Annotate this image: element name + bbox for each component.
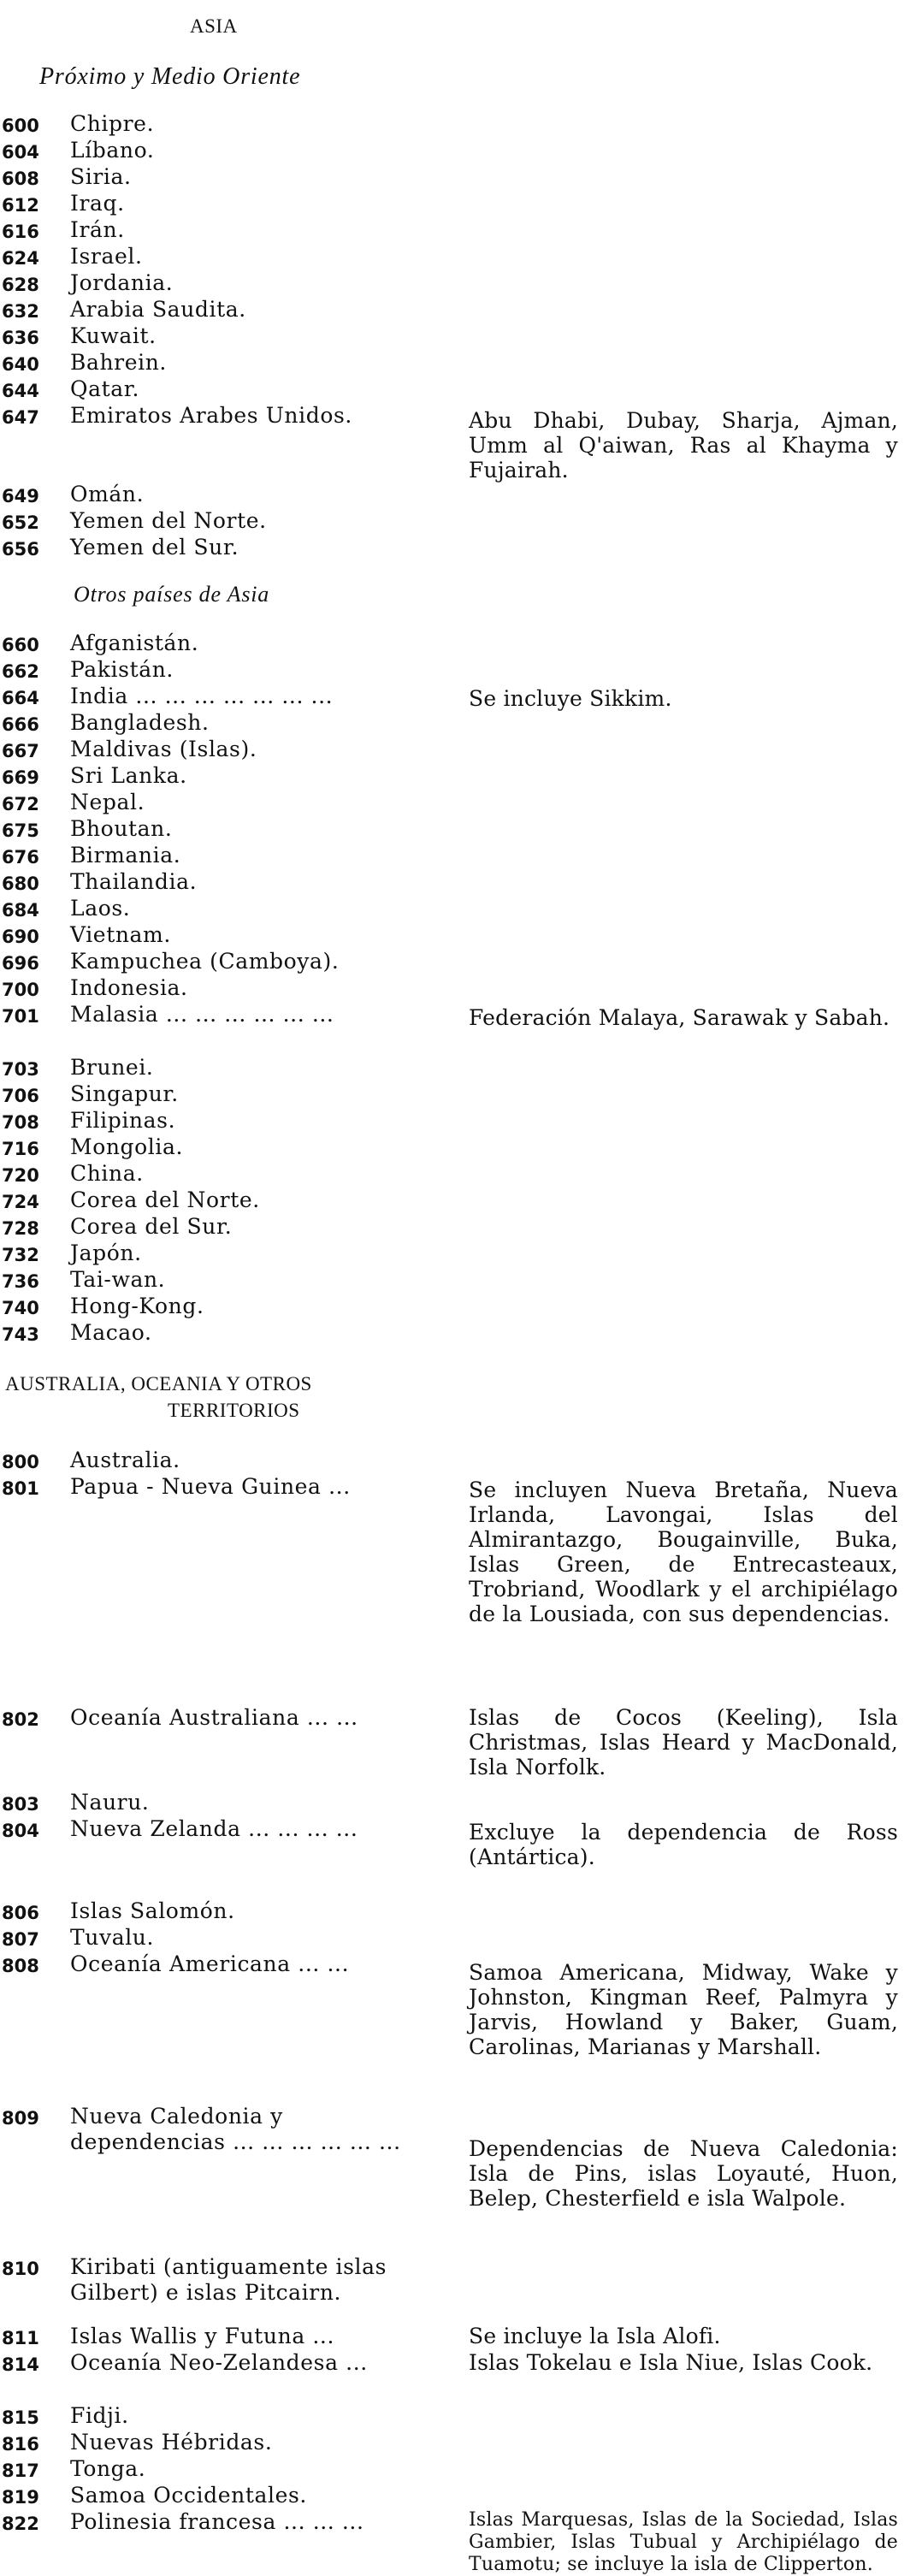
country-name: Nuevas Hébridas. (70, 2430, 273, 2455)
subsection-heading-proximo-oriente: Próximo y Medio Oriente (39, 63, 301, 90)
country-name: Birmania. (70, 843, 181, 868)
country-code: 817 (2, 2461, 39, 2481)
country-code: 720 (2, 1165, 39, 1186)
country-code: 636 (2, 328, 39, 348)
country-name: India ... ... ... ... ... ... ... (70, 684, 334, 708)
section-heading-australia-line2: TERRITORIOS (168, 1400, 300, 1421)
country-name: Pakistán. (70, 657, 174, 682)
country-code: 743 (2, 1324, 39, 1345)
country-code: 800 (2, 1452, 39, 1472)
country-code: 644 (2, 381, 39, 401)
country-code: 701 (2, 1006, 39, 1027)
country-name: Tai-wan. (70, 1267, 166, 1292)
country-code: 808 (2, 1956, 39, 1976)
country-name: Bhoutan. (70, 816, 173, 841)
country-name: Islas Wallis y Futuna ... (70, 2324, 335, 2348)
country-code: 608 (2, 169, 39, 189)
country-code: 724 (2, 1192, 39, 1212)
country-name: Maldivas (Islas). (70, 737, 257, 761)
country-name: Sri Lanka. (70, 763, 187, 788)
country-note: Se incluyen Nueva Bretaña, Nueva Irlanda, Lavongai, Islas del Almirantazgo, Bougainville, Buka, Islas Green, de Entrecasteaux, Trobriand, Woodlark y el archipiélago de la Lousiada, con sus dependencias. (469, 1477, 898, 1626)
country-name: Omán. (70, 482, 145, 506)
country-code: 706 (2, 1086, 39, 1106)
country-code: 649 (2, 486, 39, 506)
subsection-heading-otros-asia: Otros países de Asia (74, 582, 270, 607)
country-name: Filipinas. (70, 1108, 176, 1133)
country-name: Hong-Kong. (70, 1294, 204, 1318)
country-code: 815 (2, 2407, 39, 2428)
country-code: 809 (2, 2108, 39, 2129)
section-heading-asia: ASIA (190, 15, 238, 37)
country-code: 652 (2, 512, 39, 533)
country-code: 612 (2, 195, 39, 216)
country-note: Islas Marquesas, Islas de la Sociedad, Islas Gambier, Islas Tubual y Archipiélago de Tuamotu; se incluye la isla de Clipperton. (469, 2509, 898, 2575)
country-name: Papua - Nueva Guinea ... (70, 1474, 351, 1499)
country-name: Iraq. (70, 191, 125, 216)
country-code: 604 (2, 142, 39, 163)
country-name: Thailandia. (70, 869, 198, 894)
country-name: Kampuchea (Camboya). (70, 949, 340, 974)
country-name: Israel. (70, 244, 143, 269)
country-name: Afganistán. (70, 631, 199, 655)
country-name: Vietnam. (70, 922, 171, 947)
country-name: Singapur. (70, 1081, 179, 1106)
country-name: Corea del Norte. (70, 1187, 260, 1212)
country-name: Nueva Caledonia y dependencias ... ... ... ... ... ... (70, 2104, 401, 2154)
country-note: Federación Malaya, Sarawak y Sabah. (469, 1005, 890, 1030)
country-code: 675 (2, 820, 39, 841)
country-code: 628 (2, 275, 39, 295)
country-code: 803 (2, 1794, 39, 1815)
country-code: 662 (2, 661, 39, 682)
country-code: 703 (2, 1059, 39, 1080)
country-name: Mongolia. (70, 1134, 184, 1159)
country-code: 666 (2, 714, 39, 735)
country-name: Australia. (70, 1448, 180, 1472)
country-name: Bahrein. (70, 350, 167, 375)
country-code: 716 (2, 1139, 39, 1159)
country-name: Polinesia francesa ... ... ... (70, 2509, 364, 2534)
country-name: Corea del Sur. (70, 1214, 233, 1239)
country-name: Qatar. (70, 376, 140, 401)
country-name: Siria. (70, 164, 132, 189)
country-name: Brunei. (70, 1055, 154, 1080)
country-name: China. (70, 1161, 144, 1186)
country-name: Yemen del Sur. (70, 535, 239, 560)
country-note: Samoa Americana, Midway, Wake y Johnston, Kingman Reef, Palmyra y Jarvis, Howland y Baker, Guam, Carolinas, Marianas y Marshall. (469, 1960, 898, 2059)
country-name: Kuwait. (70, 323, 157, 348)
country-code: 728 (2, 1218, 39, 1239)
country-code: 740 (2, 1298, 39, 1318)
country-code: 647 (2, 407, 39, 428)
country-code: 680 (2, 873, 39, 894)
country-name: Jordania. (70, 270, 174, 295)
country-note: Se incluye Sikkim. (469, 686, 672, 711)
country-note: Excluye la dependencia de Ross (Antártica). (469, 1820, 898, 1869)
country-name: Emiratos Arabes Unidos. (70, 403, 352, 428)
country-code: 810 (2, 2259, 39, 2279)
country-code: 811 (2, 2328, 39, 2348)
country-name: Macao. (70, 1320, 152, 1345)
country-name: Yemen del Norte. (70, 508, 267, 533)
country-name: Japón. (70, 1241, 142, 1265)
country-note: Islas Tokelau e Isla Niue, Islas Cook. (469, 2350, 873, 2375)
country-code: 801 (2, 1478, 39, 1499)
country-code: 669 (2, 767, 39, 788)
country-name: Malasia ... ... ... ... ... ... (70, 1002, 334, 1027)
country-name: Tuvalu. (70, 1925, 155, 1950)
country-code: 822 (2, 2514, 39, 2534)
country-name: Arabia Saudita. (70, 297, 246, 322)
country-name: Líbano. (70, 138, 155, 163)
country-code: 736 (2, 1271, 39, 1292)
country-name: Tonga. (70, 2456, 146, 2481)
country-name: Nueva Zelanda ... ... ... ... (70, 1816, 358, 1841)
country-name: Laos. (70, 896, 131, 921)
country-note: Abu Dhabi, Dubay, Sharja, Ajman, Umm al Q'aiwan, Ras al Khayma y Fujairah. (469, 408, 898, 483)
country-name: Samoa Occidentales. (70, 2483, 307, 2508)
country-code: 802 (2, 1709, 39, 1730)
country-code: 819 (2, 2487, 39, 2508)
country-code: 616 (2, 222, 39, 242)
country-name: Bangladesh. (70, 710, 210, 735)
country-code: 700 (2, 980, 39, 1000)
country-name: Indonesia. (70, 975, 188, 1000)
country-name: Kiribati (antiguamente islas Gilbert) e islas Pitcairn. (70, 2254, 394, 2305)
country-name: Fidji. (70, 2403, 129, 2428)
country-name: Oceanía Americana ... ... (70, 1951, 350, 1976)
country-name: Islas Salomón. (70, 1898, 235, 1923)
country-note: Dependencias de Nueva Caledonia: Isla de Pins, islas Loyauté, Huon, Belep, Chesterfield e isla Walpole. (469, 2136, 898, 2211)
country-code: 624 (2, 248, 39, 269)
country-note: Islas de Cocos (Keeling), Isla Christmas, Islas Heard y MacDonald, Isla Norfolk. (469, 1705, 898, 1780)
country-code: 684 (2, 900, 39, 921)
country-name: Irán. (70, 217, 125, 242)
country-code: 676 (2, 847, 39, 868)
country-code: 804 (2, 1821, 39, 1841)
country-code: 664 (2, 688, 39, 708)
country-code: 656 (2, 539, 39, 560)
country-name: Nauru. (70, 1790, 150, 1815)
country-code: 660 (2, 635, 39, 655)
country-name: Oceanía Neo-Zelandesa ... (70, 2350, 368, 2375)
country-code: 732 (2, 1245, 39, 1265)
country-name: Oceanía Australiana ... ... (70, 1705, 358, 1730)
country-code: 708 (2, 1112, 39, 1133)
country-code: 814 (2, 2354, 39, 2375)
country-code: 806 (2, 1903, 39, 1923)
country-note: Se incluye la Isla Alofi. (469, 2324, 721, 2348)
country-code: 640 (2, 354, 39, 375)
country-code: 600 (2, 115, 39, 136)
country-code: 672 (2, 794, 39, 814)
country-code: 690 (2, 927, 39, 947)
country-name: Chipre. (70, 111, 155, 136)
country-name: Nepal. (70, 790, 145, 814)
country-code: 807 (2, 1929, 39, 1950)
country-code: 667 (2, 741, 39, 761)
country-code: 816 (2, 2434, 39, 2455)
section-heading-australia: AUSTRALIA, OCEANIA Y OTROS (5, 1373, 312, 1395)
country-code: 696 (2, 953, 39, 974)
country-code: 632 (2, 301, 39, 322)
